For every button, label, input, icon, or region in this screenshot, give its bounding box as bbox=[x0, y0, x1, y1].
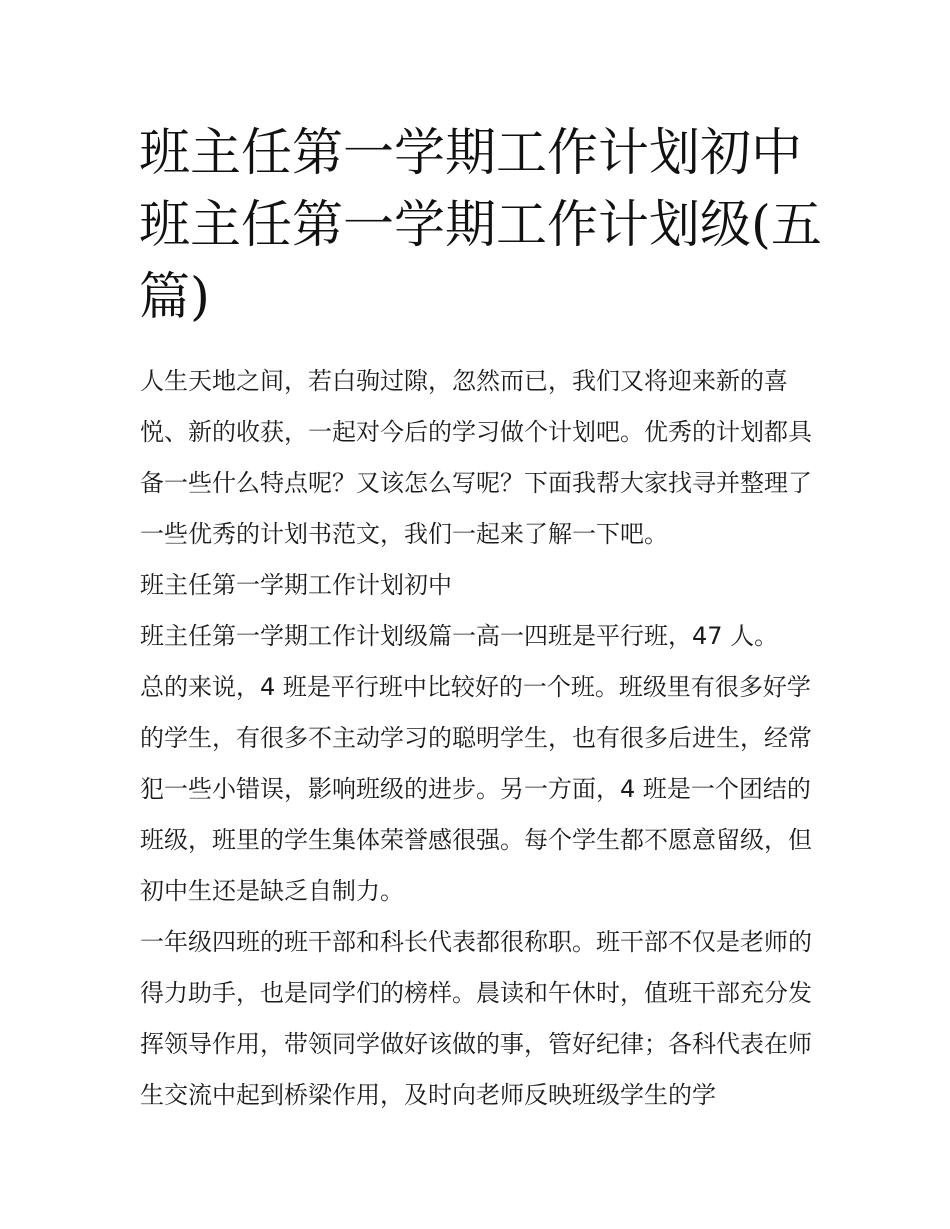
document-body bbox=[140, 356, 820, 1121]
paragraph-subheading: 班主任第一学期工作计划初中 bbox=[140, 571, 452, 599]
paragraph-class-cadres: 一年级四班的班干部和科长代表都很称职。班干部不仅是老师的得力助手，也是同学们的榜样。晨读和午休时，值班干部充分发挥领导作用，带领同学做好该做的事，管好纪律；各科代表在师生交流中起到桥梁作用，及时向老师反映班级学生的学 bbox=[140, 928, 812, 1109]
paragraph-class-info: 班主任第一学期工作计划级篇一高一四班是平行班，47 人。 bbox=[140, 622, 779, 650]
paragraph-intro: 人生天地之间，若白驹过隙，忽然而已，我们又将迎来新的喜悦、新的收获，一起对今后的学习做个计划吧。优秀的计划都具备一些什么特点呢？又该怎么写呢？下面我帮大家找寻并整理了一些优秀的计划书范文，我们一起来了解一下吧。 bbox=[140, 367, 812, 548]
document-title: 班主任第一学期工作计划初中班主任第一学期工作计划级(五篇) bbox=[139, 124, 822, 327]
paragraph-class-overview: 总的来说，4 班是平行班中比较好的一个班。班级里有很多好学的学生，有很多不主动学习的聪明学生，也有很多后进生，经常犯一些小错误，影响班级的进步。另一方面，4 班是一个团结的班级，班里的学生集体荣誉感很强。每个学生都不愿意留级，但初中生还是缺乏自制力。 bbox=[140, 673, 812, 905]
